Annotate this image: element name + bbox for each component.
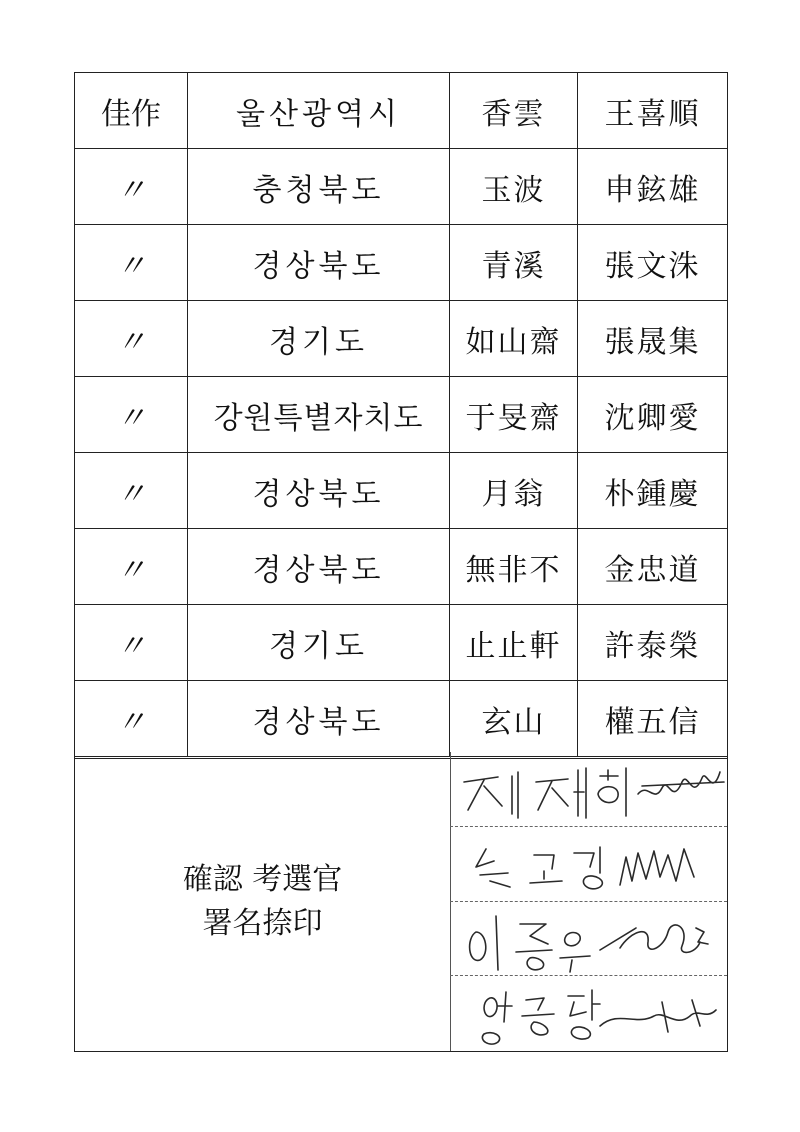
name-cell: 沈卿愛 — [578, 377, 728, 453]
table-row — [75, 149, 727, 225]
handwritten-signature — [450, 752, 750, 827]
confirmation-label — [183, 858, 343, 946]
pen-name-cell: 香雲 — [450, 73, 578, 149]
confirmation-line-2: 署名捺印 — [202, 905, 323, 941]
name-cell: 王喜順 — [578, 73, 728, 149]
signature-row — [450, 827, 727, 902]
pen-name-cell: 于旻齋 — [450, 377, 578, 453]
handwritten-signature — [450, 902, 750, 977]
table-row — [75, 453, 727, 529]
pen-name-cell: 月翁 — [450, 453, 578, 529]
award-sheet — [74, 72, 728, 1052]
award-cell: 〃 — [75, 529, 188, 605]
award-cell: 〃 — [75, 225, 188, 301]
table-row — [75, 605, 727, 681]
table-row — [75, 301, 727, 377]
table-row — [75, 377, 727, 453]
name-cell: 張晟集 — [578, 301, 728, 377]
award-cell: 〃 — [75, 301, 188, 377]
region-cell: 경상북도 — [188, 681, 450, 758]
name-cell: 申鉉雄 — [578, 149, 728, 225]
signature-row — [450, 752, 727, 827]
name-cell: 權五信 — [578, 681, 728, 758]
region-cell: 강원특별자치도 — [188, 377, 450, 453]
table-row — [75, 225, 727, 301]
region-cell: 경상북도 — [188, 225, 450, 301]
award-cell: 佳作 — [75, 73, 188, 149]
handwritten-signature — [450, 976, 750, 1051]
table-row — [75, 681, 727, 758]
name-cell: 金忠道 — [578, 529, 728, 605]
award-cell: 〃 — [75, 377, 188, 453]
award-cell: 〃 — [75, 681, 188, 758]
region-cell: 경상북도 — [188, 529, 450, 605]
region-cell: 경상북도 — [188, 453, 450, 529]
name-cell: 朴鍾慶 — [578, 453, 728, 529]
pen-name-cell: 玄山 — [450, 681, 578, 758]
signature-row — [450, 976, 727, 1051]
region-cell: 경기도 — [188, 301, 450, 377]
signature-column — [450, 752, 727, 1051]
confirmation-line-1: 確認 考選官 — [182, 861, 343, 897]
award-cell: 〃 — [75, 605, 188, 681]
award-cell: 〃 — [75, 453, 188, 529]
table-row — [75, 529, 727, 605]
handwritten-signature — [450, 827, 750, 902]
pen-name-cell: 無非不 — [450, 529, 578, 605]
pen-name-cell: 如山齋 — [450, 301, 578, 377]
name-cell: 張文洙 — [578, 225, 728, 301]
confirmation-label-cell — [75, 752, 451, 1051]
pen-name-cell: 玉波 — [450, 149, 578, 225]
signature-row — [450, 902, 727, 977]
table-row — [75, 73, 727, 149]
region-cell: 경기도 — [188, 605, 450, 681]
pen-name-cell: 青溪 — [450, 225, 578, 301]
region-cell: 울산광역시 — [188, 73, 450, 149]
name-cell: 許泰榮 — [578, 605, 728, 681]
award-table — [75, 73, 727, 759]
region-cell: 충청북도 — [188, 149, 450, 225]
award-cell: 〃 — [75, 149, 188, 225]
pen-name-cell: 止止軒 — [450, 605, 578, 681]
